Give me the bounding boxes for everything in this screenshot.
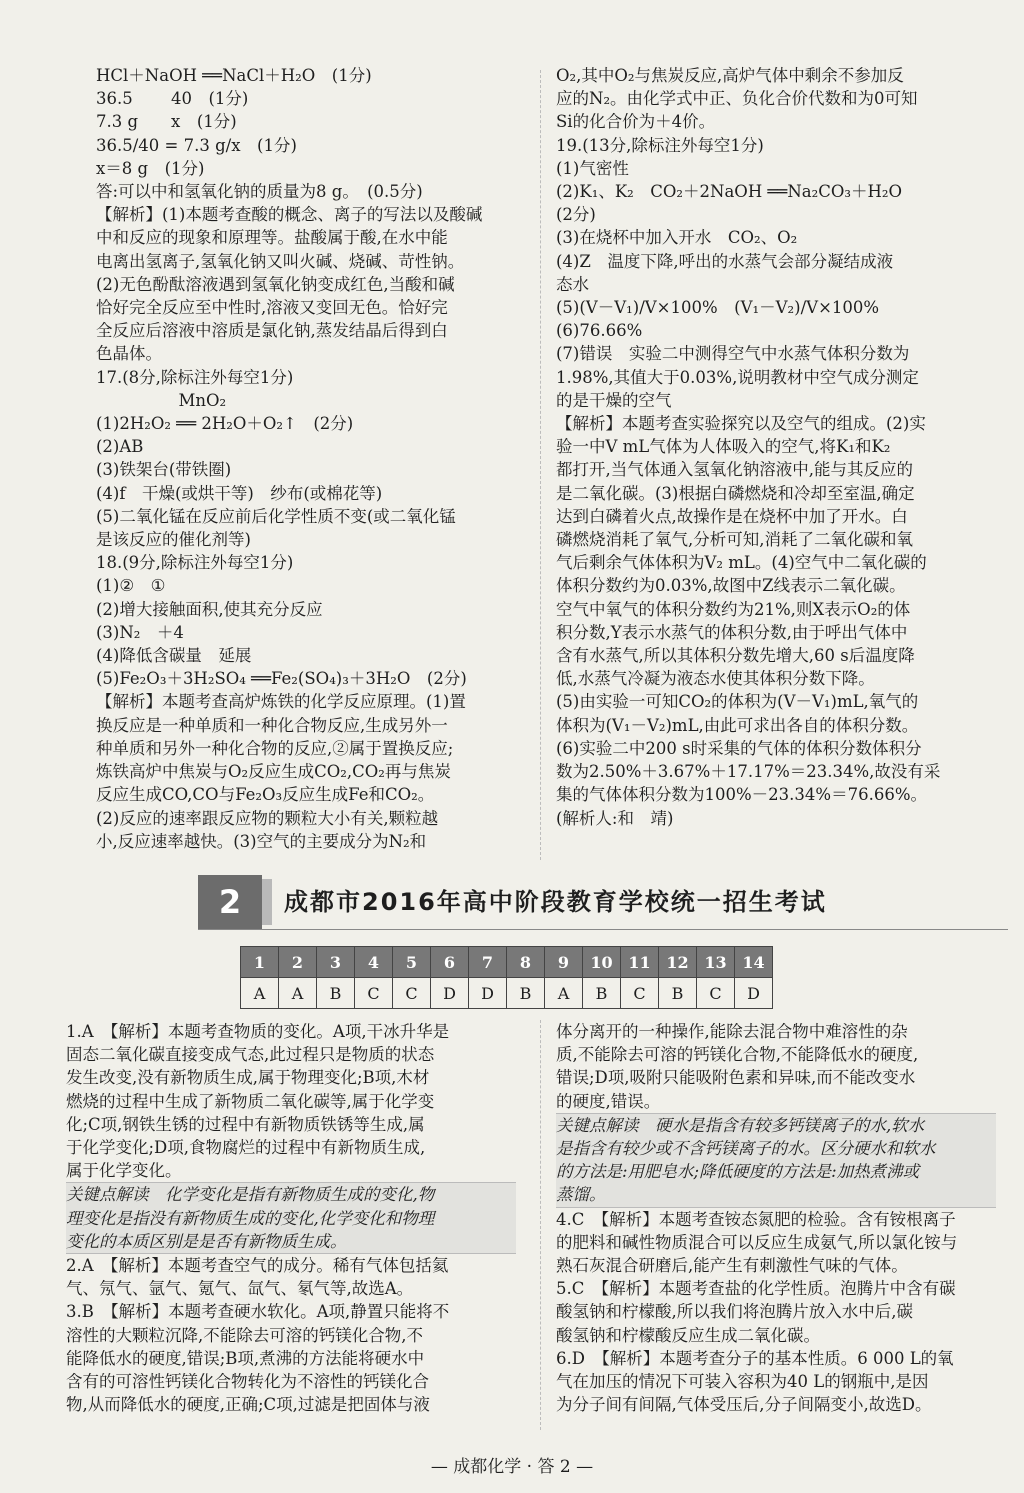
question-number-cell: 9	[545, 947, 583, 978]
text-line: 换反应是一种单质和一种化合物反应,生成另外一	[96, 715, 448, 735]
text-line: (2)增大接触面积,使其充分反应	[96, 599, 323, 619]
text-line: 体积为(V₁－V₂)mL,由此可求出各自的体积分数。	[556, 715, 919, 735]
text-line: (5)由实验一可知CO₂的体积为(V－V₁)mL,氧气的	[556, 692, 919, 712]
text-line: 种单质和另外一种化合物的反应,②属于置换反应;	[96, 738, 454, 758]
text-line: 低,水蒸气冷凝为液态水使其体积分数下降。	[556, 669, 875, 689]
answer-table-numbers	[241, 947, 773, 978]
text-line: 气在加压的情况下可装入容积为40 L的钢瓶中,是因	[556, 1372, 929, 1392]
text-line: 磷燃烧消耗了氧气,分析可知,消耗了二氧化碳和氧	[556, 530, 913, 550]
text-line: 为分子间有间隔,气体受压后,分子间隔变小,故选D。	[556, 1395, 932, 1415]
key-point-box	[556, 1113, 996, 1208]
text-line: MnO₂	[96, 390, 227, 410]
left-column-top	[96, 64, 526, 853]
question-number-cell: 10	[583, 947, 621, 978]
question-number-cell: 7	[469, 947, 507, 978]
text-line: (解析人:和 靖)	[556, 808, 674, 828]
text-line: 集的气体体积分数为100%－23.34%＝76.66%。	[556, 785, 928, 805]
text-line: O₂,其中O₂与焦炭反应,高炉气体中剩余不参加反	[556, 66, 904, 85]
question-number-cell: 5	[393, 947, 431, 978]
text-line: 36.5/40 = 7.3 g/x (1分)	[96, 135, 297, 155]
text-line: 化;C项,钢铁生锈的过程中有新物质铁锈等生成,属	[66, 1114, 425, 1134]
text-line: 3.B 【解析】本题考查硬水软化。A项,静置只能将不	[66, 1302, 450, 1322]
question-number-cell: 3	[317, 947, 355, 978]
text-line: (1)气密性	[556, 158, 629, 178]
text-line: (3)N₂ ＋4	[96, 622, 184, 642]
text-line: 质,不能除去可溶的钙镁化合物,不能降低水的硬度,	[556, 1045, 919, 1065]
text-line: 17.(8分,除标注外每空1分)	[96, 367, 294, 387]
text-line: 蒸馏。	[556, 1185, 606, 1205]
text-line: 态水	[556, 274, 589, 294]
answer-cell: C	[697, 978, 735, 1009]
text-line: 色晶体。	[96, 344, 162, 364]
answer-cell: D	[431, 978, 469, 1009]
text-line: 是二氧化碳。(3)根据白磷燃烧和冷却至室温,确定	[556, 483, 915, 503]
banner-stripe	[262, 879, 272, 925]
key-point-box	[66, 1182, 516, 1254]
text-line: (4)f 干燥(或烘干等) 纱布(或棉花等)	[96, 483, 383, 503]
text-line: 恰好完全反应至中性时,溶液又变回无色。恰好完	[96, 298, 448, 318]
text-line: (1)2H₂O₂ ══ 2H₂O＋O₂↑ (2分)	[96, 414, 354, 434]
text-line: 体积分数约为0.03%,故图中Z线表示二氧化碳。	[556, 576, 906, 596]
text-line: (2)无色酚酞溶液遇到氢氧化钠变成红色,当酸和碱	[96, 274, 455, 294]
text-line: 达到白磷着火点,故操作是在烧杯中加了开水。白	[556, 506, 908, 526]
text-line: 是指含有较少或不含钙镁离子的水。区分硬水和软水	[556, 1139, 936, 1159]
text-line: 物,从而降低水的硬度,正确;C项,过滤是把固体与液	[66, 1395, 430, 1415]
text-line: (7)错误 实验二中测得空气中水蒸气体积分数为	[556, 344, 910, 364]
text-line: 数为2.50%＋3.67%＋17.17%＝23.34%,故没有采	[556, 762, 941, 782]
text-line: 关键点解读 硬水是指含有较多钙镁离子的水,软水	[556, 1115, 925, 1135]
answer-cell: B	[507, 978, 545, 1009]
text-line: 6.D 【解析】本题考查分子的基本性质。6 000 L的氧	[556, 1348, 954, 1368]
column-divider-top	[540, 70, 541, 860]
text-line: 验一中V mL气体为人体吸入的空气,将K₁和K₂	[556, 437, 891, 457]
question-number-cell: 13	[697, 947, 735, 978]
text-line: 都打开,当气体通入氢氧化钠溶液中,能与其反应的	[556, 460, 913, 480]
text-line: (2)K₁、K₂ CO₂＋2NaOH ══Na₂CO₃＋H₂O	[556, 182, 903, 202]
text-line: (3)铁架台(带铁圈)	[96, 460, 232, 480]
text-line: 熟石灰混合研磨后,能产生有刺激性气味的气体。	[556, 1256, 908, 1276]
text-line: 4.C 【解析】本题考查铵态氮肥的检验。含有铵根离子	[556, 1209, 956, 1229]
text-line: (6)实验二中200 s时采集的气体的体积分数体积分	[556, 738, 922, 758]
column-divider-bottom	[540, 1020, 541, 1430]
text-line: 答:可以中和氢氧化钠的质量为8 g。 (0.5分)	[96, 182, 423, 202]
answer-table	[240, 946, 773, 1009]
text-line: (1)② ①	[96, 576, 166, 596]
text-line: 7.3 g x (1分)	[96, 112, 237, 132]
text-line: HCl＋NaOH ══NaCl＋H₂O (1分)	[96, 66, 372, 85]
question-number-cell: 12	[659, 947, 697, 978]
text-line: 应的N₂。由化学式中正、负化合价代数和为0可知	[556, 89, 918, 109]
answer-cell: B	[659, 978, 697, 1009]
banner-rule	[198, 929, 1008, 930]
question-number-cell: 6	[431, 947, 469, 978]
text-line: 酸氢钠和柠檬酸,所以我们将泡腾片放入水中后,碳	[556, 1302, 913, 1322]
text-line: 含有水蒸气,所以其体积分数先增大,60 s后温度降	[556, 646, 915, 666]
answer-cell: A	[279, 978, 317, 1009]
question-number-cell: 14	[735, 947, 773, 978]
answer-cell: C	[393, 978, 431, 1009]
text-line: 电离出氢离子,氢氧化钠又叫火碱、烧碱、苛性钠。	[96, 251, 465, 271]
section-banner	[198, 873, 1008, 931]
text-line: 2.A 【解析】本题考查空气的成分。稀有气体包括氦	[66, 1256, 449, 1276]
text-line: 全反应后溶液中溶质是氯化钠,蒸发结晶后得到白	[96, 321, 448, 341]
answer-cell: D	[735, 978, 773, 1009]
text-line: 1.A 【解析】本题考查物质的变化。A项,干冰升华是	[66, 1022, 450, 1041]
answer-cell: C	[355, 978, 393, 1009]
right-column-bottom	[556, 1020, 996, 1416]
question-number-cell: 11	[621, 947, 659, 978]
text-line: (4)Z 温度下降,呼出的水蒸气会部分凝结成液	[556, 251, 894, 271]
text-line: 小,反应速率越快。(3)空气的主要成分为N₂和	[96, 831, 427, 851]
text-line: 能降低水的硬度,错误;B项,煮沸的方法能将硬水中	[66, 1348, 425, 1368]
answer-cell: B	[317, 978, 355, 1009]
text-line: (5)二氧化锰在反应前后化学性质不变(或二氧化锰	[96, 506, 456, 526]
text-line: (3)在烧杯中加入开水 CO₂、O₂	[556, 228, 798, 248]
text-line: (5)Fe₂O₃＋3H₂SO₄ ══Fe₂(SO₄)₃＋3H₂O (2分)	[96, 669, 467, 689]
text-line: 关键点解读 化学变化是指有新物质生成的变化,物	[66, 1185, 435, 1205]
text-line: 于化学变化;D项,食物腐烂的过程中有新物质生成,	[66, 1138, 426, 1158]
text-line: (4)降低含碳量 延展	[96, 646, 252, 666]
text-line: 是该反应的催化剂等)	[96, 530, 251, 550]
text-line: 【解析】(1)本题考查酸的概念、离子的写法以及酸碱	[96, 205, 483, 225]
answer-cell: C	[621, 978, 659, 1009]
text-line: 发生改变,没有新物质生成,属于物理变化;B项,木材	[66, 1068, 430, 1088]
text-line: 炼铁高炉中焦炭与O₂反应生成CO₂,CO₂再与焦炭	[96, 762, 451, 782]
text-line: 1.98%,其值大于0.03%,说明教材中空气成分测定	[556, 367, 919, 387]
answer-cell: B	[583, 978, 621, 1009]
answer-table-answers	[241, 978, 773, 1009]
text-line: Si的化合价为＋4价。	[556, 112, 716, 132]
text-line: 中和反应的现象和原理等。盐酸属于酸,在水中能	[96, 228, 448, 248]
text-line: 体分离开的一种操作,能除去混合物中难溶性的杂	[556, 1022, 908, 1041]
text-line: (6)76.66%	[556, 321, 643, 341]
text-line: 【解析】本题考查高炉炼铁的化学反应原理。(1)置	[96, 692, 466, 712]
text-line: 的是干燥的空气	[556, 390, 672, 410]
question-number-cell: 4	[355, 947, 393, 978]
text-line: (2)反应的速率跟反应物的颗粒大小有关,颗粒越	[96, 808, 439, 828]
question-number-cell: 2	[279, 947, 317, 978]
text-line: 的肥料和碱性物质混合可以反应生成氨气,所以氯化铵与	[556, 1232, 958, 1252]
left-column-bottom	[66, 1020, 516, 1416]
text-line: 酸氢钠和柠檬酸反应生成二氧化碳。	[556, 1325, 820, 1345]
text-line: 的方法是:用肥皂水;降低硬度的方法是:加热煮沸或	[556, 1162, 920, 1182]
text-line: 【解析】本题考查实验探究以及空气的组成。(2)实	[556, 414, 926, 434]
section-title: 成都市2016年高中阶段教育学校统一招生考试	[284, 888, 827, 916]
answer-cell: A	[545, 978, 583, 1009]
right-column-top	[556, 64, 996, 830]
text-line: 理变化是指没有新物质生成的变化,化学变化和物理	[66, 1208, 435, 1228]
text-line: x＝8 g (1分)	[96, 158, 205, 178]
text-line: 18.(9分,除标注外每空1分)	[96, 553, 294, 573]
answer-cell: D	[469, 978, 507, 1009]
text-line: 变化的本质区别是是否有新物质生成。	[66, 1231, 347, 1251]
answer-cell: A	[241, 978, 279, 1009]
text-line: 36.5 40 (1分)	[96, 89, 249, 109]
text-line: 错误;D项,吸附只能吸附色素和异味,而不能改变水	[556, 1068, 916, 1088]
text-line: 的硬度,错误。	[556, 1091, 661, 1111]
text-line: 含有的可溶性钙镁化合物转化为不溶性的钙镁化合	[66, 1372, 429, 1392]
text-line: (2)AB	[96, 437, 144, 457]
text-line: 燃烧的过程中生成了新物质二氧化碳等,属于化学变	[66, 1091, 435, 1111]
text-line: 反应生成CO,CO与Fe₂O₃反应生成Fe和CO₂。	[96, 785, 435, 805]
text-line: 5.C 【解析】本题考查盐的化学性质。泡腾片中含有碳	[556, 1279, 956, 1299]
question-number-cell: 8	[507, 947, 545, 978]
question-number-cell: 1	[241, 947, 279, 978]
text-line: (5)(V－V₁)/V×100% (V₁－V₂)/V×100%	[556, 298, 880, 318]
text-line: 固态二氧化碳直接变成气态,此过程只是物质的状态	[66, 1045, 435, 1065]
section-number: 2	[198, 875, 262, 929]
page-footer: — 成都化学 · 答 2 —	[430, 1457, 594, 1477]
text-line: 溶性的大颗粒沉降,不能除去可溶的钙镁化合物,不	[66, 1325, 423, 1345]
text-line: (2分)	[556, 205, 596, 225]
text-line: 气、氖气、氩气、氪气、氙气、氡气等,故选A。	[66, 1279, 414, 1299]
text-line: 19.(13分,除标注外每空1分)	[556, 135, 764, 155]
text-line: 属于化学变化。	[66, 1161, 182, 1181]
text-line: 气后剩余气体体积为V₂ mL。(4)空气中二氧化碳的	[556, 553, 927, 573]
text-line: 积分数,Y表示水蒸气的体积分数,由于呼出气体中	[556, 622, 908, 642]
text-line: 空气中氧气的体积分数约为21%,则X表示O₂的体	[556, 599, 911, 619]
